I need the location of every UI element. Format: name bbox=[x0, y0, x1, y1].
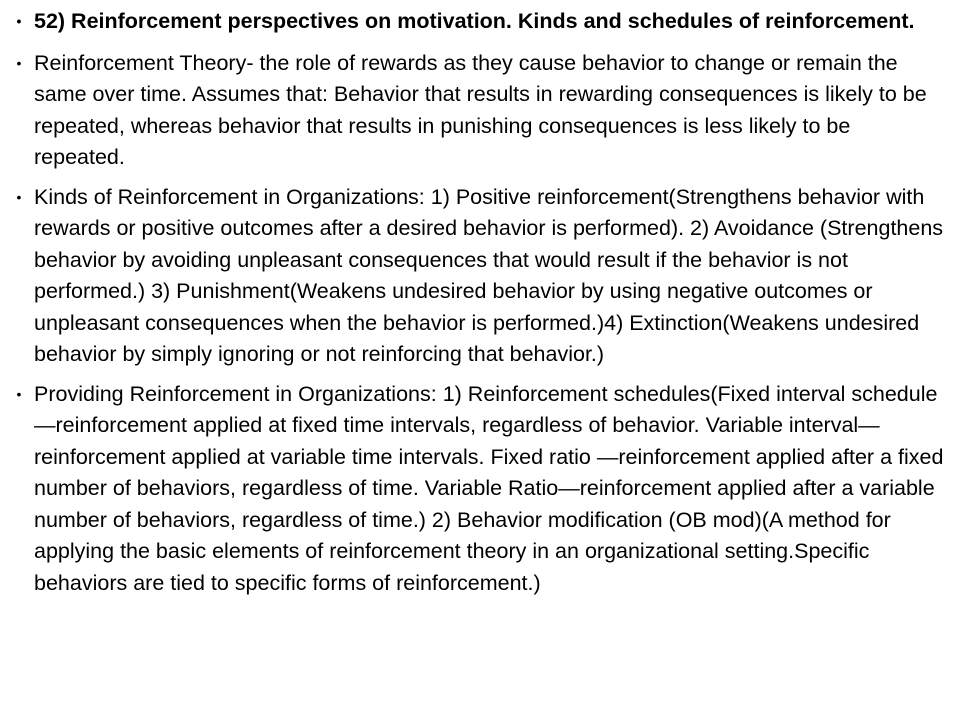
bullet-text: Providing Reinforcement in Organizations: 1) Reinforcement schedules(Fixed interval schedule—reinforcement applied at fixed time intervals, regardless of behavior. Variable interval—reinforcement applied at variable time intervals. Fixed ratio —reinforcement applied after a fixed number of behaviors, regardless of time. Variable Ratio—reinforcement applied after a variable number of behaviors, regardless of time.) 2) Behavior modification (OB mod)(A method for applying the basic elements of reinforcement theory in an organizational setting.Specific behaviors are tied to specific forms of reinforcement.) bbox=[34, 381, 944, 595]
bullet-icon: • bbox=[16, 54, 22, 71]
bullet-item-title bbox=[10, 6, 946, 38]
bullet-icon: • bbox=[16, 13, 22, 29]
bullet-icon: • bbox=[16, 188, 22, 205]
bullet-list bbox=[10, 6, 946, 599]
bullet-item-providing-reinforcement bbox=[10, 379, 946, 600]
slide-title-text: 52) Reinforcement perspectives on motivation. Kinds and schedules of reinforcement. bbox=[34, 9, 915, 33]
bullet-text: Reinforcement Theory- the role of rewards as they cause behavior to change or remain the same over time. Assumes that: Behavior that results in rewarding consequences is likely to be repeated, whereas behavior that results in punishing consequences is less likely to be repeated. bbox=[34, 50, 927, 169]
bullet-item-reinforcement-theory bbox=[10, 48, 946, 174]
bullet-item-kinds-of-reinforcement bbox=[10, 182, 946, 371]
bullet-icon: • bbox=[16, 385, 22, 402]
bullet-text: Kinds of Reinforcement in Organizations: 1) Positive reinforcement(Strengthens behavior with rewards or positive outcomes after a desired behavior is performed). 2) Avoidance (Strengthens behavior by avoiding unpleasant consequences that would result if the behavior is not performed.) 3) Punishment(Weakens undesired behavior by using negative outcomes or unpleasant consequences when the behavior is performed.)4) Extinction(Weakens undesired behavior by simply ignoring or not reinforcing that behavior.) bbox=[34, 184, 944, 366]
